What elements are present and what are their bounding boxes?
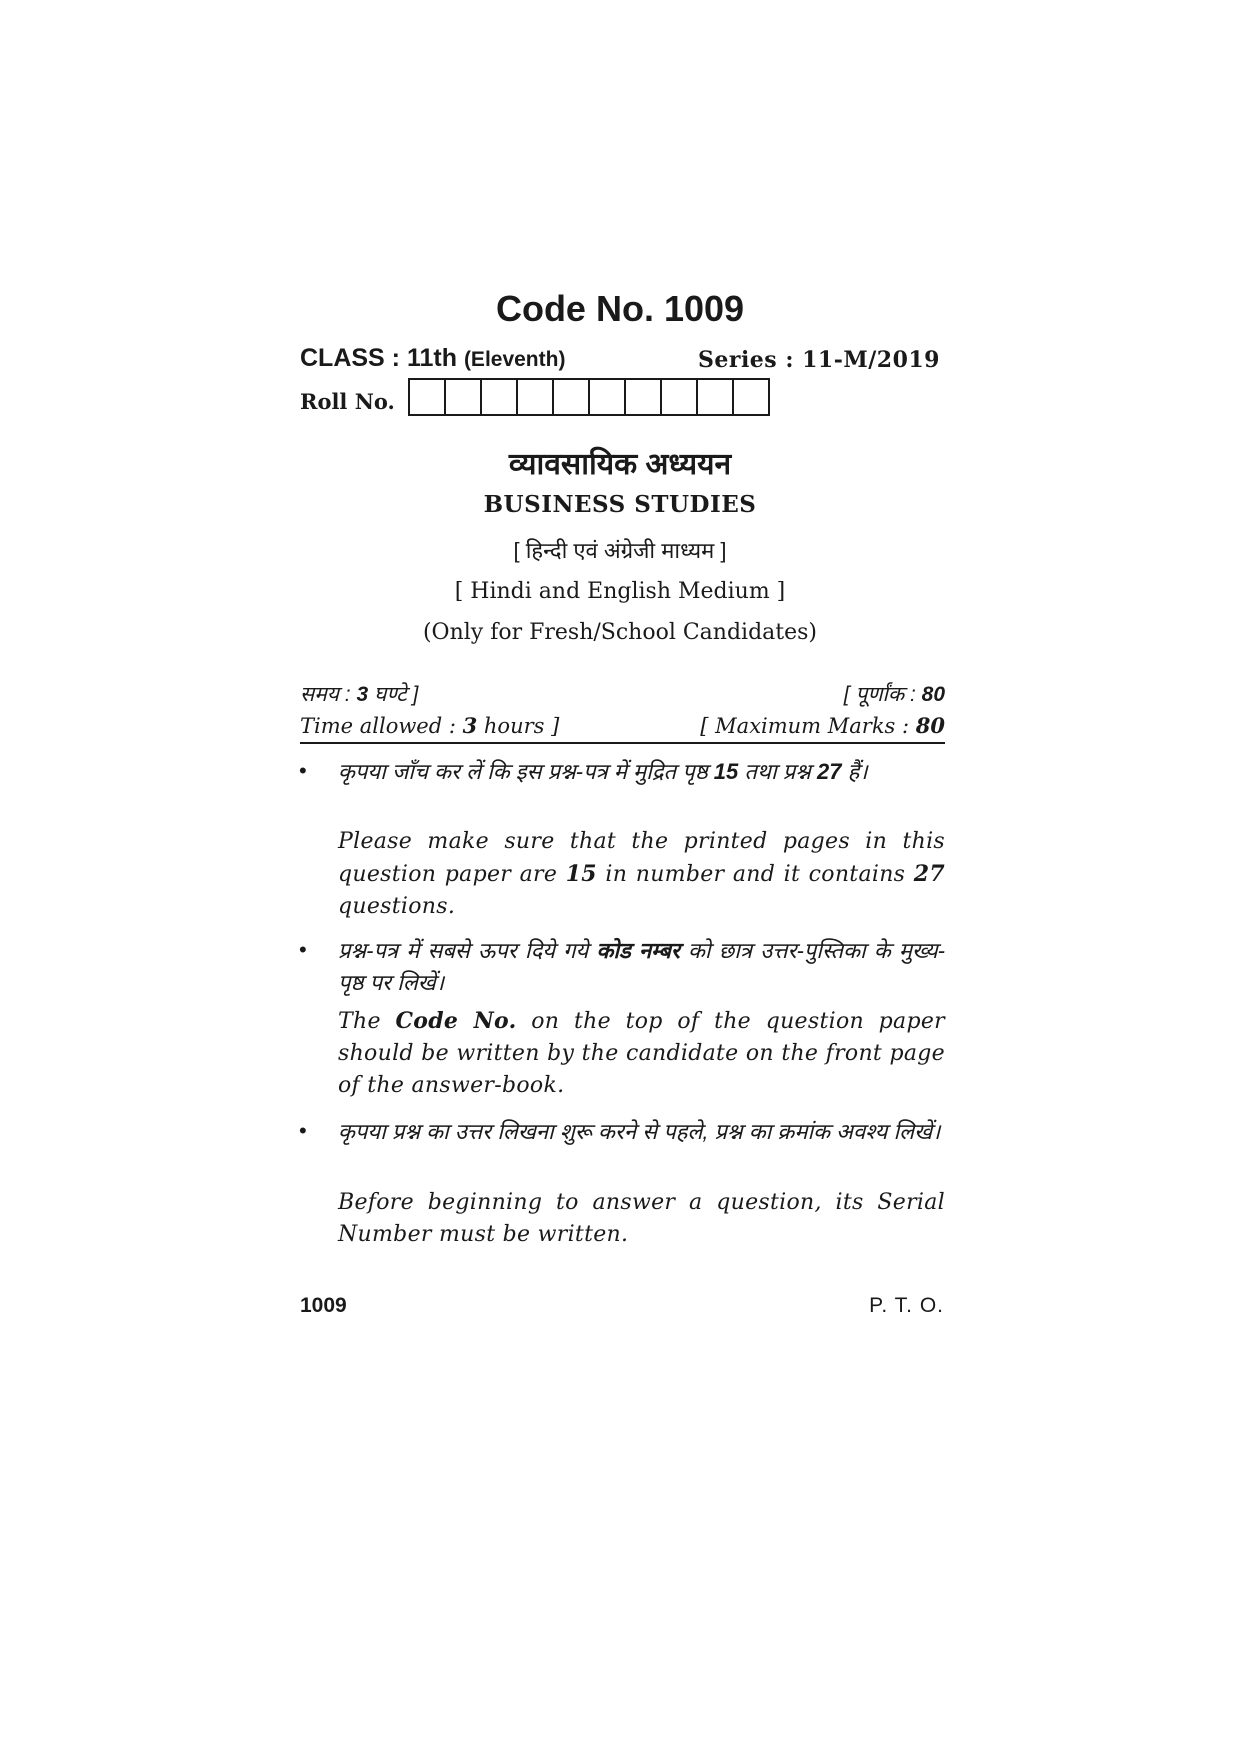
instruction-3-hindi: कृपया प्रश्न का उत्तर लिखना शुरू करने से पहले, प्रश्न का क्रमांक अवश्य लिखें। — [338, 1119, 941, 1144]
roll-number-box[interactable] — [516, 378, 554, 416]
instruction-3-english: Before beginning to answer a question, its Serial Number must be written. — [338, 1190, 945, 1247]
instruction-1-hindi — [338, 756, 945, 788]
time-value-hindi: 3 — [356, 683, 369, 706]
instruction-1-english — [338, 826, 945, 923]
text-run: Please make sure that the printed pages in this question paper are — [338, 829, 945, 887]
text-run: questions. — [338, 894, 456, 919]
series-label: Series : 11-M/2019 — [697, 347, 940, 373]
text-run: 27 — [816, 759, 842, 784]
marks-value-hindi: 80 — [921, 683, 945, 706]
text-run: The — [338, 1009, 396, 1034]
text-run: on the top of the question paper should be written by the candidate on the front page of the answer-book. — [338, 1009, 945, 1098]
roll-number-box[interactable] — [588, 378, 626, 416]
text-run: प्रश्न-पत्र में सबसे ऊपर दिये गये — [338, 938, 597, 963]
max-marks-english — [700, 713, 945, 738]
roll-number-box[interactable] — [696, 378, 734, 416]
time-unit-english: hours ] — [477, 714, 560, 738]
text-run: 27 — [913, 861, 945, 887]
marks-value-english: 80 — [915, 713, 945, 738]
marks-label-english: [ Maximum Marks : — [700, 714, 916, 738]
text-run: को छात्र उत्तर-पुस्तिका के मुख्य-पृष्ठ पर लिखें। — [338, 938, 945, 995]
text-run: Code No. — [395, 1008, 517, 1034]
footer-code-number: 1009 — [300, 1294, 347, 1317]
text-run: कृपया जाँच कर लें कि इस प्रश्न-पत्र में मुद्रित पृष्ठ — [338, 759, 714, 784]
footer-pto: P. T. O. — [869, 1294, 944, 1317]
max-marks-hindi — [844, 680, 945, 708]
roll-number-box[interactable] — [732, 378, 770, 416]
roll-number-box[interactable] — [660, 378, 698, 416]
bullet-icon: • — [299, 1118, 307, 1143]
text-run: कोड नम्बर — [596, 938, 680, 963]
marks-label-hindi: [ पूर्णांक : — [843, 683, 922, 706]
time-allowed-hindi — [300, 680, 418, 708]
time-allowed-english — [300, 713, 559, 738]
code-number-title: Code No. 1009 — [495, 288, 745, 329]
roll-number-label: Roll No. — [300, 389, 395, 414]
header-divider — [300, 742, 945, 744]
roll-number-boxes — [408, 378, 770, 416]
subject-title-hindi: व्यावसायिक अध्ययन — [508, 448, 732, 481]
roll-number-box[interactable] — [480, 378, 518, 416]
roll-number-box[interactable] — [552, 378, 590, 416]
text-run: 15 — [565, 861, 597, 887]
class-paren: (Eleventh) — [463, 348, 566, 371]
instruction-2-english — [338, 1005, 945, 1102]
text-run: in number and it contains — [596, 862, 914, 887]
subject-title-english: BUSINESS STUDIES — [483, 491, 757, 518]
class-label — [300, 344, 565, 373]
medium-note-hindi: [ हिन्दी एवं अंग्रेजी माध्यम ] — [513, 538, 727, 563]
bullet-icon: • — [299, 758, 307, 783]
time-label-english: Time allowed : — [300, 714, 463, 738]
medium-note-english: [ Hindi and English Medium ] — [454, 579, 786, 604]
text-run: तथा प्रश्न — [738, 759, 817, 784]
time-unit-hindi: घण्टे ] — [368, 683, 419, 706]
class-value: CLASS : 11th — [300, 344, 457, 372]
roll-number-box[interactable] — [408, 378, 446, 416]
time-label-hindi: समय : — [300, 683, 357, 706]
text-run: 15 — [713, 759, 739, 784]
time-value-english: 3 — [462, 713, 478, 738]
roll-number-box[interactable] — [444, 378, 482, 416]
roll-number-box[interactable] — [624, 378, 662, 416]
bullet-icon: • — [299, 937, 307, 962]
instruction-2-hindi — [338, 935, 945, 999]
text-run: हैं। — [841, 759, 868, 784]
candidates-note: (Only for Fresh/School Candidates) — [422, 620, 818, 645]
